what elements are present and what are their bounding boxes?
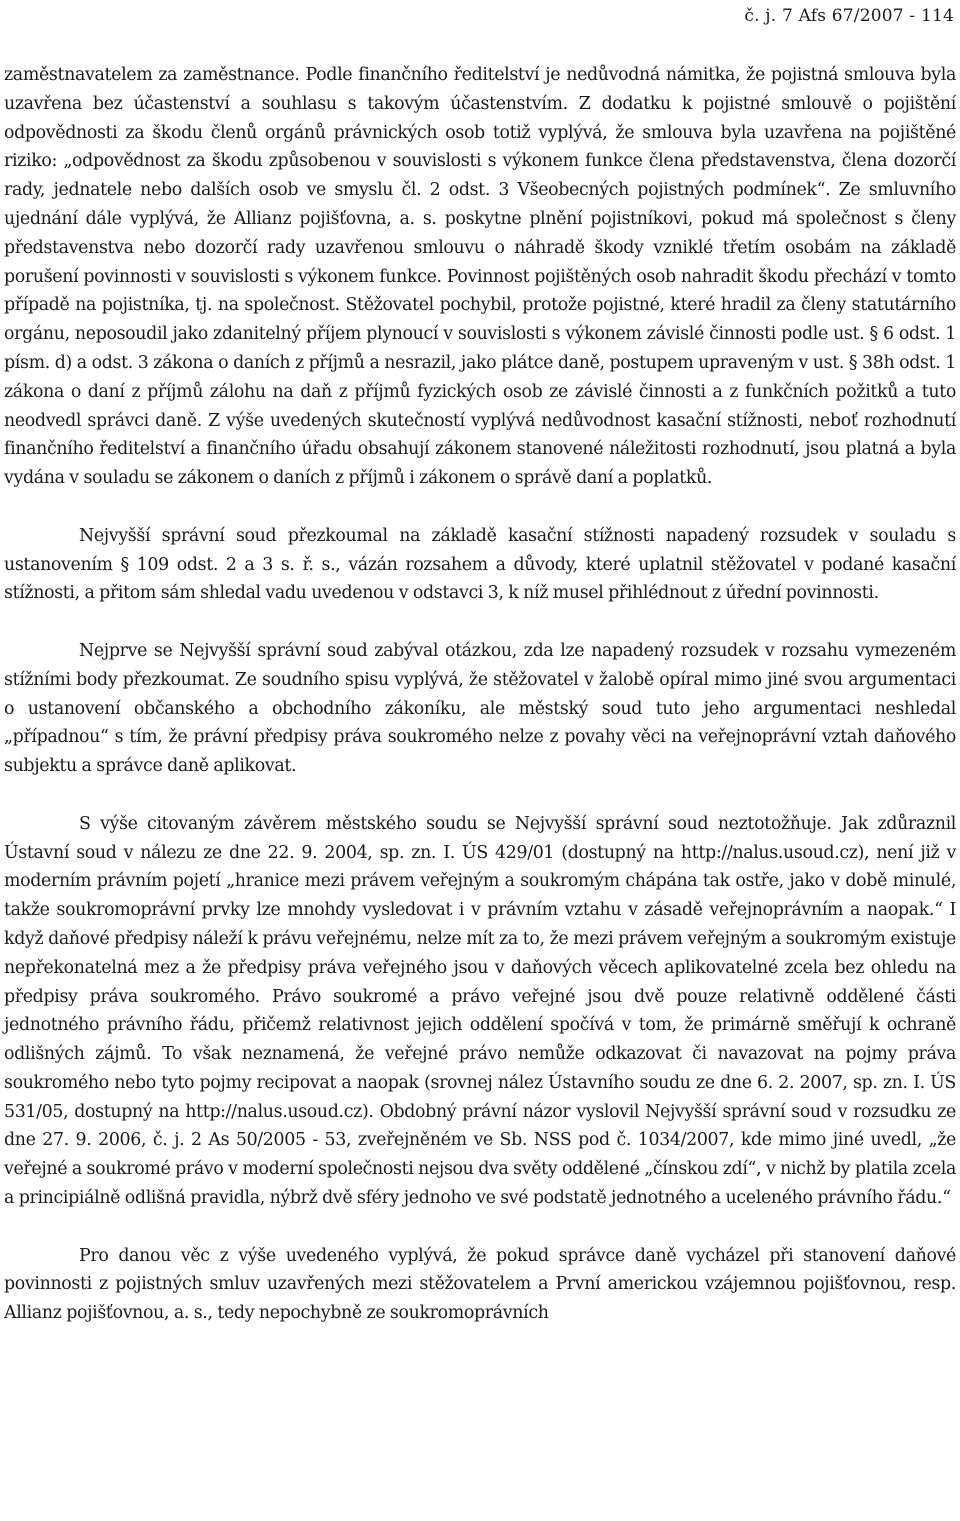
document-body [4,61,956,1357]
paragraph-1: zaměstnavatelem za zaměstnance. Podle finančního ředitelství je nedůvodná námitka, že pojistná smlouva byla uzavřena bez účastenství a souhlasu s takovým účastenstvím. Z dodatku k pojistné smlouvě o pojištění odpovědnosti za škodu členů orgánů právnických osob totiž vyplývá, že smlouva byla uzavřena na pojištěné riziko: „odpovědnost za škodu způsobenou v souvislosti s výkonem funkce člena představenstva, člena dozorčí rady, jednatele nebo dalších osob ve smyslu čl. 2 odst. 3 Všeobecných pojistných podmínek“. Ze smluvního ujednání dále vyplývá, že Allianz pojišťovna, a. s. poskytne plnění pojistníkovi, pokud má společnost s členy představenstva nebo dozorčí rady uzavřenou smlouvu o náhradě škody vzniklé třetím osobám na základě porušení povinnosti v souvislosti s výkonem funkce. Povinnost pojištěných osob nahradit škodu přechází v tomto případě na pojistníka, tj. na společnost. Stěžovatel pochybil, protože pojistné, které hradil za členy statutárního orgánu, neposoudil jako zdanitelný příjem plynoucí v souvislosti s výkonem závislé činnosti podle ust. § 6 odst. 1 písm. d) a odst. 3 zákona o daních z příjmů a nesrazil, jako plátce daně, postupem upraveným v ust. § 38h odst. 1 zákona o daní z příjmů zálohu na daň z příjmů fyzických osob ze závislé činnosti a z funkčních požitků a tuto neodvedl správci daně. Z výše uvedených skutečností vyplývá nedůvodnost kasační stížnosti, neboť rozhodnutí finančního ředitelství a finančního úřadu obsahují zákonem stanovené náležitosti rozhodnutí, jsou platná a byla vydána v souladu se zákonem o daních z příjmů i zákonem o správě daní a poplatků. [4,65,956,489]
paragraph-3: Nejprve se Nejvyšší správní soud zabýval otázkou, zda lze napadený rozsudek v rozsahu vymezeném stížními body přezkoumat. Ze soudního spisu vyplývá, že stěžovatel v žalobě opíral mimo jiné svou argumentaci o ustanovení občanského a obchodního zákoníku, ale městský soud tuto jeho argumentaci neshledal „případnou“ s tím, že právní předpisy práva soukromého nelze z povahy věci na veřejnoprávní vztah daňového subjektu a správce daně aplikovat. [4,640,956,777]
paragraph-4: S výše citovaným závěrem městského soudu se Nejvyšší správní soud neztotožňuje. Jak zdůraznil Ústavní soud v nálezu ze dne 22. 9. 2004, sp. zn. I. ÚS 429/01 (dostupný na http://nalus.usoud.cz), není již v moderním právním pojetí „hranice mezi právem veřejným a soukromým chápána tak ostře, jako v době minulé, takže soukromoprávní prvky lze mnohdy vysledovat i v právním vztahu v zásadě veřejnoprávním a naopak.“ I když daňové předpisy náleží k právu veřejnému, nelze mít za to, že mezi právem veřejným a soukromým existuje nepřekonatelná mez a že předpisy práva veřejného jsou v daňových věcech aplikovatelné zcela bez ohledu na předpisy práva soukromého. Právo soukromé a právo veřejné jsou dvě pouze relativně oddělené části jednotného právního řádu, přičemž relativnost jejich oddělení spočívá v tom, že primárně směřují k ochraně odlišných zájmů. To však neznamená, že veřejné právo nemůže odkazovat či navazovat na pojmy práva soukromého nebo tyto pojmy recipovat a naopak (srovnej nález Ústavního soudu ze dne 6. 2. 2007, sp. zn. I. ÚS 531/05, dostupný na http://nalus.usoud.cz). Obdobný právní názor vyslovil Nejvyšší správní soud v rozsudku ze dne 27. 9. 2006, č. j. 2 As 50/2005 - 53, zveřejněném ve Sb. NSS pod č. 1034/2007, kde mimo jiné uvedl, „že veřejné a soukromé právo v moderní společnosti nejsou dva světy oddělené „čínskou zdí“, v nichž by platila zcela a principiálně odlišná pravidla, nýbrž dvě sféry jednoho ve své podstatě jednotného a uceleného právního řádu.“ [4,813,956,1209]
paragraph-2: Nejvyšší správní soud přezkoumal na základě kasační stížnosti napadený rozsudek v souladu s ustanovením § 109 odst. 2 a 3 s. ř. s., vázán rozsahem a důvody, které uplatnil stěžovatel v podané kasační stížnosti, a přitom sám shledal vadu uvedenou v odstavci 3, k níž musel přihlédnout z úřední povinnosti. [4,525,956,604]
paragraph-5: Pro danou věc z výše uvedeného vyplývá, že pokud správce daně vycházel při stanovení daňové povinnosti z pojistných smluv uzavřených mezi stěžovatelem a První americkou vzájemnou pojišťovnou, resp. Allianz pojišťovnou, a. s., tedy nepochybně ze soukromoprávních [4,1245,956,1324]
case-number: č. j. 7 Afs 67/2007 - 114 [744,6,954,26]
